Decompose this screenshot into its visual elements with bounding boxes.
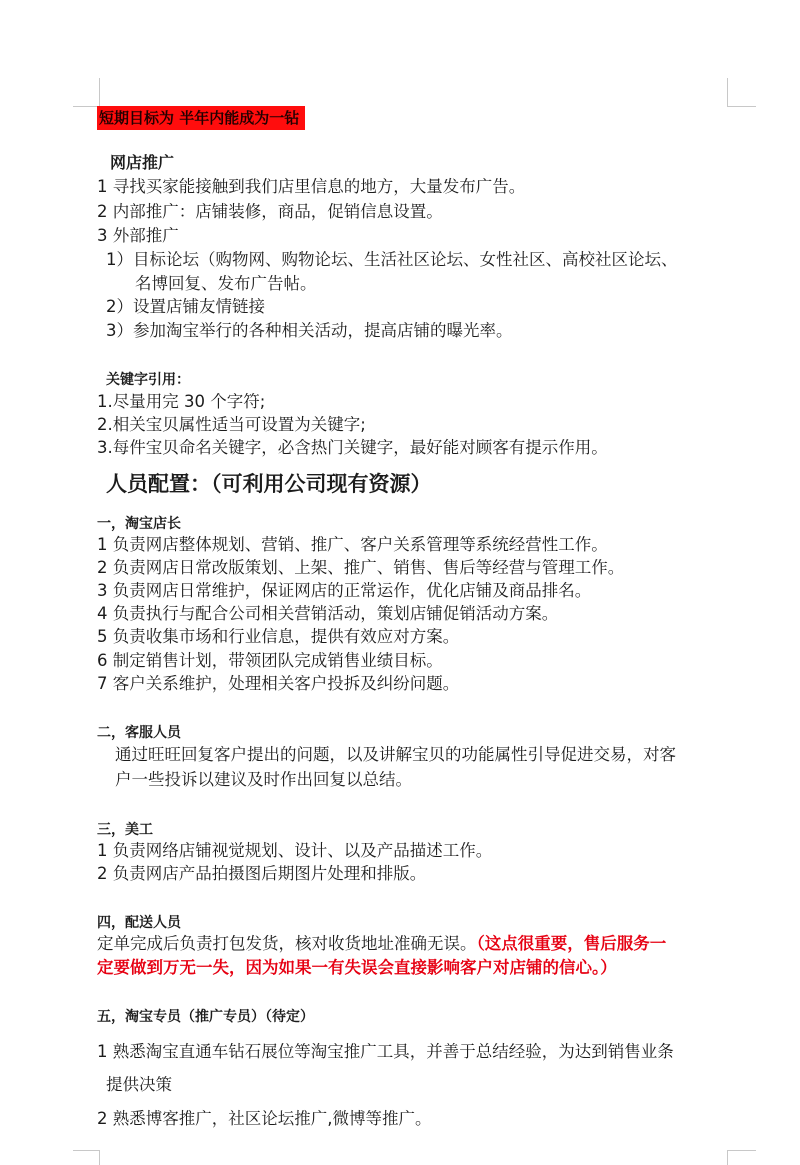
shop-manager-item: 7 客户关系维护，处理相关客户投拆及纠纷问题。	[97, 674, 460, 693]
shop-manager-item: 3 负责网店日常维护，保证网店的正常运作，优化店铺及商品排名。	[97, 581, 592, 600]
page-corner-mark-bottom-right	[727, 1150, 756, 1165]
online-promo-sub-item: 1）目标论坛（购物网、购物论坛、生活社区论坛、女性社区、高校社区论坛、	[106, 250, 678, 269]
goal-highlight: 短期目标为 半年内能成为一钻	[97, 106, 305, 130]
online-promo-heading: 网店推广	[110, 153, 175, 172]
customer-service-text: 通过旺旺回复客户提出的问题，以及讲解宝贝的功能属性引导促进交易，对客	[115, 745, 676, 764]
online-promo-item: 1 寻找买家能接触到我们店里信息的地方，大量发布广告。	[97, 177, 526, 196]
keywords-item: 2.相关宝贝属性适当可设置为关键字;	[97, 415, 366, 434]
shop-manager-item: 2 负责网店日常改版策划、上架、推广、销售、售后等经营与管理工作。	[97, 558, 625, 577]
shop-manager-item: 6 制定销售计划，带领团队完成销售业绩目标。	[97, 651, 443, 670]
shop-manager-item: 5 负责收集市场和行业信息，提供有效应对方案。	[97, 627, 460, 646]
page-corner-mark-bottom-left	[73, 1150, 100, 1165]
delivery-text-normal: 定单完成后负责打包发货，核对收货地址准确无误。	[97, 934, 477, 953]
delivery-emphasis: （这点很重要，售后服务一	[476, 934, 667, 953]
delivery-text	[97, 933, 666, 955]
designer-item: 2 负责网店产品拍摄图后期图片处理和排版。	[97, 864, 427, 883]
page-corner-mark-top-right	[727, 78, 756, 107]
specialist-text: 提供决策	[106, 1075, 172, 1094]
keywords-heading: 关键字引用：	[106, 372, 190, 388]
keywords-item: 3.每件宝贝命名关键字，必含热门关键字，最好能对顾客有提示作用。	[97, 438, 608, 457]
designer-item: 1 负责网络店铺视觉规划、设计、以及产品描述工作。	[97, 841, 493, 860]
customer-service-text: 户一些投诉以建议及时作出回复以总结。	[115, 770, 412, 789]
keywords-item: 1.尽量用完 30 个字符;	[97, 392, 266, 411]
online-promo-item: 2 内部推广：店铺装修，商品，促销信息设置。	[97, 202, 443, 221]
online-promo-sub-item: 2）设置店铺友情链接	[106, 297, 265, 316]
page-corner-mark-top-left	[73, 78, 100, 107]
shop-manager-item: 1 负责网店整体规划、营销、推广、客户关系管理等系统经营性工作。	[97, 535, 608, 554]
shop-manager-heading: 一，淘宝店长	[97, 516, 181, 532]
specialist-text: 2 熟悉博客推广，社区论坛推广,微博等推广。	[97, 1109, 432, 1128]
online-promo-item: 3 外部推广	[97, 226, 179, 245]
specialist-text: 1 熟悉淘宝直通车钻石展位等淘宝推广工具，并善于总结经验，为达到销售业条	[97, 1042, 674, 1061]
online-promo-sub-item: 3）参加淘宝举行的各种相关活动，提高店铺的曝光率。	[106, 321, 513, 340]
delivery-emphasis: 定要做到万无一失，因为如果一有失误会直接影响客户对店铺的信心。）	[97, 958, 617, 977]
staff-heading: 人员配置：（可利用公司现有资源）	[106, 472, 432, 496]
specialist-heading: 五，淘宝专员（推广专员）（待定）	[97, 1009, 314, 1025]
customer-service-heading: 二，客服人员	[97, 725, 181, 741]
online-promo-sub-item: 名博回复、发布广告帖。	[135, 274, 317, 293]
delivery-heading: 四，配送人员	[97, 915, 181, 931]
designer-heading: 三，美工	[97, 822, 153, 838]
shop-manager-item: 4 负责执行与配合公司相关营销活动，策划店铺促销活动方案。	[97, 604, 559, 623]
